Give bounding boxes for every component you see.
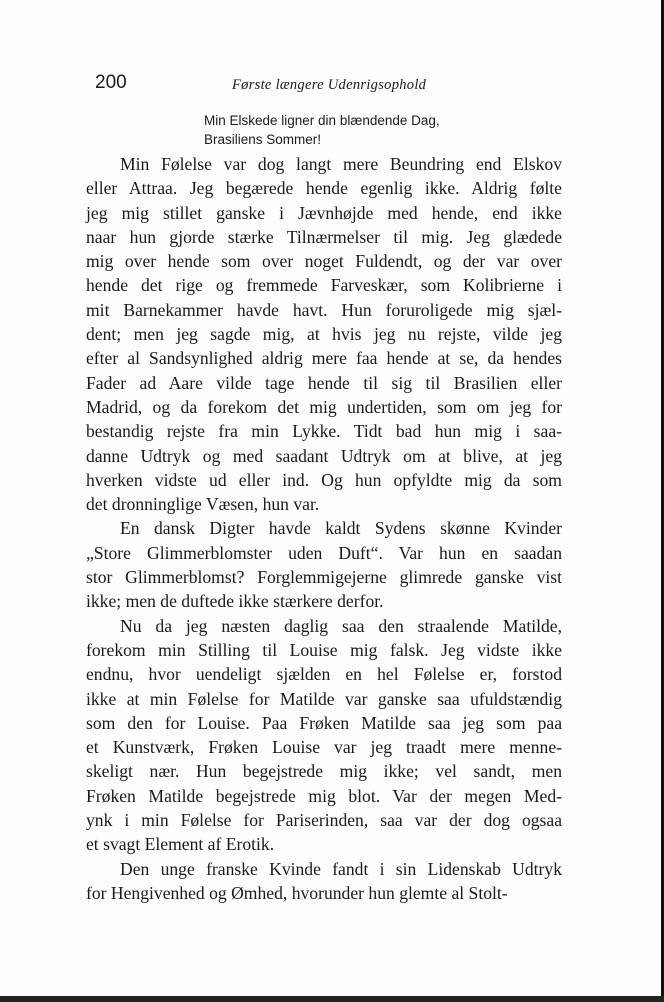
text-line: hverken vidste ud eller ind. Og hun opfyldte mig da som: [86, 469, 562, 490]
text-line: for Hengivenhed og Ømhed, hvorunder hun glemte al Stolt-: [86, 882, 508, 903]
text-line: naar hun gjorde stærke Tilnærmelser til mig. Jeg glædede: [86, 226, 562, 247]
text-line: Madrid, og da forekom det mig undertiden, som om jeg for: [86, 396, 562, 417]
text-line: jeg mig stillet ganske i Jævnhøjde med hende, end ikke: [86, 202, 562, 223]
text-line: Den unge franske Kvinde fandt i sin Lidenskab Udtryk: [120, 858, 562, 879]
epigraph: [204, 111, 440, 149]
paragraph: [86, 857, 562, 906]
text-line: eller Attraa. Jeg begærede hende egenlig ikke. Aldrig følte: [86, 178, 562, 199]
text-line: et Kunstværk, Frøken Louise var jeg traadt mere menne-: [86, 737, 562, 758]
text-line: „Store Glimmerblomster uden Duft“. Var hun en saadan: [86, 542, 562, 563]
text-line: et svagt Element af Erotik.: [86, 834, 275, 855]
page-number: 200: [95, 72, 127, 93]
text-line: Nu da jeg næsten daglig saa den straalende Matilde,: [120, 615, 562, 636]
text-line: Frøken Matilde begejstrede mig blot. Var der megen Med-: [86, 785, 562, 806]
text-line: hende det rige og fremmede Farveskær, som Kolibrierne i: [86, 275, 562, 296]
text-line: forekom min Stilling til Louise mig falsk. Jeg vidste ikke: [86, 639, 562, 660]
text-line: mit Barnekammer havde havt. Hun foruroligede mig sjæl-: [86, 299, 562, 320]
text-line: det dronninglige Væsen, hun var.: [86, 494, 320, 515]
text-line: endnu, hvor uendeligt sjælden en hel Følelse er, forstod: [86, 664, 562, 685]
text-line: som den for Louise. Paa Frøken Matilde saa jeg som paa: [86, 712, 562, 733]
text-line: efter al Sandsynlighed aldrig mere faa hende at se, da hendes: [86, 348, 562, 369]
text-line: skeligt nær. Hun begejstrede mig ikke; vel sandt, men: [86, 761, 562, 782]
epigraph-line: Min Elskede ligner din blændende Dag,: [204, 113, 440, 128]
page-header: [95, 72, 565, 96]
epigraph-line: Brasiliens Sommer!: [204, 132, 322, 147]
text-line: danne Udtryk og med saadant Udtryk om at blive, at jeg: [86, 445, 562, 466]
paragraph: [86, 516, 562, 613]
page-edge: [0, 996, 664, 1002]
paragraph: [86, 152, 562, 516]
text-line: mig over hende som over noget Fuldendt, og der var over: [86, 251, 562, 272]
text-line: bestandig rejste fra min Lykke. Tidt bad hun mig i saa-: [86, 421, 562, 442]
paragraph: [86, 614, 562, 857]
text-line: Min Følelse var dog langt mere Beundring end Elskov: [120, 154, 562, 174]
text-line: ikke at min Følelse for Matilde var ganske saa ufuldstændig: [86, 688, 562, 709]
text-line: En dansk Digter havde kaldt Sydens skønne Kvinder: [120, 518, 562, 539]
text-line: stor Glimmerblomst? Forglemmigejerne glimrede ganske vist: [86, 567, 562, 588]
text-line: Fader ad Aare vilde tage hende til sig til Brasilien eller: [86, 372, 562, 393]
text-line: ikke; men de duftede ikke stærkere derfor.: [86, 591, 384, 612]
body-text: [86, 152, 562, 905]
text-line: ynk i min Følelse for Pariserinden, saa var der dog ogsaa: [86, 810, 562, 831]
running-title: Første længere Udenrigsophold: [232, 77, 427, 93]
text-line: dent; men jeg sagde mig, at hvis jeg nu rejste, vilde jeg: [86, 324, 562, 345]
